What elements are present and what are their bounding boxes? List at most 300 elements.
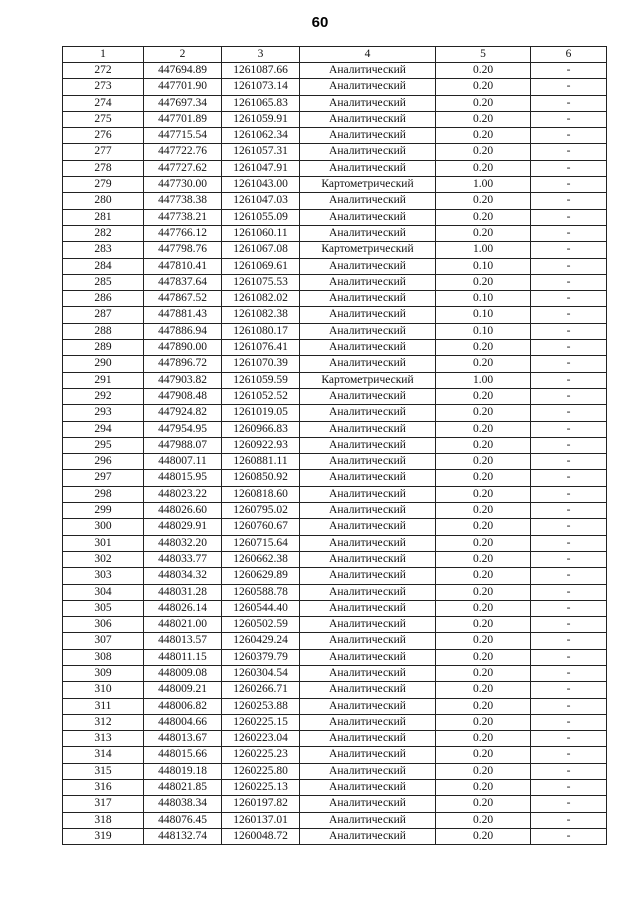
cell-method: Аналитический [300, 111, 436, 127]
page-number: 60 [311, 14, 329, 31]
table-row [63, 812, 607, 828]
cell-coordinate-x: 447903.82 [144, 372, 222, 388]
table-row [63, 633, 607, 649]
cell-coordinate-y: 1260629.89 [222, 568, 300, 584]
cell-accuracy: 0.20 [436, 682, 531, 698]
cell-accuracy: 0.20 [436, 388, 531, 404]
column-header-5: 5 [436, 47, 531, 63]
cell-point-number: 313 [63, 731, 144, 747]
cell-point-number: 305 [63, 600, 144, 616]
cell-note: - [531, 242, 607, 258]
cell-accuracy: 0.20 [436, 584, 531, 600]
cell-coordinate-y: 1261069.61 [222, 258, 300, 274]
cell-coordinate-y: 1260544.40 [222, 600, 300, 616]
cell-note: - [531, 796, 607, 812]
cell-coordinate-x: 448033.77 [144, 551, 222, 567]
table-row [63, 731, 607, 747]
cell-accuracy: 0.20 [436, 95, 531, 111]
cell-note: - [531, 551, 607, 567]
cell-accuracy: 1.00 [436, 177, 531, 193]
cell-note: - [531, 633, 607, 649]
cell-accuracy: 1.00 [436, 242, 531, 258]
cell-accuracy: 0.20 [436, 405, 531, 421]
cell-point-number: 300 [63, 519, 144, 535]
cell-coordinate-y: 1260266.71 [222, 682, 300, 698]
cell-method: Аналитический [300, 307, 436, 323]
cell-coordinate-x: 447837.64 [144, 274, 222, 290]
cell-coordinate-y: 1260966.83 [222, 421, 300, 437]
cell-point-number: 287 [63, 307, 144, 323]
cell-coordinate-x: 448015.66 [144, 747, 222, 763]
cell-coordinate-x: 447798.76 [144, 242, 222, 258]
cell-method: Аналитический [300, 600, 436, 616]
table-row [63, 568, 607, 584]
cell-coordinate-x: 447701.89 [144, 111, 222, 127]
cell-method: Аналитический [300, 128, 436, 144]
table-row [63, 340, 607, 356]
cell-coordinate-y: 1261019.05 [222, 405, 300, 421]
cell-accuracy: 0.20 [436, 356, 531, 372]
cell-note: - [531, 258, 607, 274]
cell-note: - [531, 454, 607, 470]
table-row [63, 421, 607, 437]
cell-coordinate-x: 447766.12 [144, 225, 222, 241]
cell-point-number: 290 [63, 356, 144, 372]
cell-coordinate-x: 448009.08 [144, 665, 222, 681]
cell-method: Аналитический [300, 470, 436, 486]
cell-method: Аналитический [300, 356, 436, 372]
table-row [63, 584, 607, 600]
cell-coordinate-y: 1261067.08 [222, 242, 300, 258]
cell-point-number: 296 [63, 454, 144, 470]
cell-point-number: 310 [63, 682, 144, 698]
cell-accuracy: 0.20 [436, 503, 531, 519]
cell-point-number: 311 [63, 698, 144, 714]
cell-coordinate-x: 448031.28 [144, 584, 222, 600]
cell-note: - [531, 95, 607, 111]
cell-method: Аналитический [300, 649, 436, 665]
cell-note: - [531, 665, 607, 681]
cell-method: Аналитический [300, 454, 436, 470]
cell-coordinate-y: 1261080.17 [222, 323, 300, 339]
cell-accuracy: 0.10 [436, 323, 531, 339]
cell-accuracy: 0.20 [436, 763, 531, 779]
cell-point-number: 288 [63, 323, 144, 339]
cell-coordinate-y: 1261057.31 [222, 144, 300, 160]
cell-point-number: 291 [63, 372, 144, 388]
cell-coordinate-x: 447890.00 [144, 340, 222, 356]
cell-note: - [531, 535, 607, 551]
table-row [63, 79, 607, 95]
table-row [63, 698, 607, 714]
cell-point-number: 298 [63, 486, 144, 502]
cell-method: Аналитический [300, 144, 436, 160]
table-row [63, 274, 607, 290]
cell-point-number: 317 [63, 796, 144, 812]
cell-coordinate-x: 447908.48 [144, 388, 222, 404]
cell-coordinate-y: 1260818.60 [222, 486, 300, 502]
cell-coordinate-x: 447701.90 [144, 79, 222, 95]
cell-coordinate-x: 448013.57 [144, 633, 222, 649]
cell-accuracy: 0.20 [436, 193, 531, 209]
cell-point-number: 294 [63, 421, 144, 437]
cell-accuracy: 0.20 [436, 698, 531, 714]
cell-point-number: 276 [63, 128, 144, 144]
cell-note: - [531, 470, 607, 486]
cell-point-number: 306 [63, 617, 144, 633]
cell-note: - [531, 291, 607, 307]
cell-coordinate-y: 1261082.02 [222, 291, 300, 307]
table-row [63, 454, 607, 470]
cell-point-number: 301 [63, 535, 144, 551]
cell-note: - [531, 323, 607, 339]
table-row [63, 307, 607, 323]
table-row [63, 372, 607, 388]
cell-method: Аналитический [300, 568, 436, 584]
cell-note: - [531, 421, 607, 437]
cell-point-number: 275 [63, 111, 144, 127]
table-row [63, 617, 607, 633]
cell-note: - [531, 486, 607, 502]
cell-point-number: 293 [63, 405, 144, 421]
cell-accuracy: 0.20 [436, 714, 531, 730]
cell-coordinate-y: 1260137.01 [222, 812, 300, 828]
cell-coordinate-x: 448021.85 [144, 780, 222, 796]
cell-coordinate-x: 447810.41 [144, 258, 222, 274]
cell-coordinate-x: 448023.22 [144, 486, 222, 502]
cell-point-number: 292 [63, 388, 144, 404]
cell-accuracy: 0.20 [436, 225, 531, 241]
cell-note: - [531, 225, 607, 241]
cell-point-number: 309 [63, 665, 144, 681]
cell-coordinate-x: 447896.72 [144, 356, 222, 372]
cell-point-number: 277 [63, 144, 144, 160]
cell-coordinate-x: 447881.43 [144, 307, 222, 323]
table-row [63, 405, 607, 421]
cell-note: - [531, 617, 607, 633]
cell-coordinate-y: 1260922.93 [222, 437, 300, 453]
column-header-2: 2 [144, 47, 222, 63]
cell-accuracy: 0.20 [436, 617, 531, 633]
cell-coordinate-y: 1260048.72 [222, 828, 300, 844]
cell-coordinate-x: 448013.67 [144, 731, 222, 747]
cell-coordinate-x: 447954.95 [144, 421, 222, 437]
table-row [63, 551, 607, 567]
cell-coordinate-x: 448034.32 [144, 568, 222, 584]
cell-coordinate-x: 448029.91 [144, 519, 222, 535]
cell-accuracy: 0.20 [436, 649, 531, 665]
cell-coordinate-y: 1260253.88 [222, 698, 300, 714]
cell-accuracy: 0.20 [436, 828, 531, 844]
cell-note: - [531, 828, 607, 844]
cell-coordinate-y: 1261073.14 [222, 79, 300, 95]
table-row [63, 503, 607, 519]
cell-coordinate-y: 1261075.53 [222, 274, 300, 290]
cell-method: Аналитический [300, 323, 436, 339]
cell-accuracy: 0.20 [436, 63, 531, 79]
cell-method: Аналитический [300, 698, 436, 714]
cell-coordinate-x: 447697.34 [144, 95, 222, 111]
cell-point-number: 297 [63, 470, 144, 486]
cell-accuracy: 0.20 [436, 470, 531, 486]
cell-method: Аналитический [300, 617, 436, 633]
cell-coordinate-x: 448019.18 [144, 763, 222, 779]
table-row [63, 258, 607, 274]
cell-coordinate-y: 1260223.04 [222, 731, 300, 747]
cell-accuracy: 0.20 [436, 340, 531, 356]
cell-point-number: 273 [63, 79, 144, 95]
cell-method: Картометрический [300, 177, 436, 193]
cell-method: Картометрический [300, 242, 436, 258]
cell-note: - [531, 79, 607, 95]
cell-coordinate-x: 447727.62 [144, 160, 222, 176]
cell-point-number: 303 [63, 568, 144, 584]
cell-coordinate-y: 1260225.15 [222, 714, 300, 730]
cell-accuracy: 0.20 [436, 128, 531, 144]
cell-coordinate-x: 448015.95 [144, 470, 222, 486]
cell-method: Аналитический [300, 160, 436, 176]
cell-coordinate-x: 448021.00 [144, 617, 222, 633]
cell-accuracy: 0.20 [436, 437, 531, 453]
cell-accuracy: 0.20 [436, 665, 531, 681]
table-row [63, 242, 607, 258]
cell-method: Аналитический [300, 388, 436, 404]
cell-accuracy: 0.20 [436, 209, 531, 225]
cell-coordinate-y: 1261065.83 [222, 95, 300, 111]
cell-accuracy: 0.20 [436, 79, 531, 95]
cell-accuracy: 0.20 [436, 535, 531, 551]
table-row [63, 356, 607, 372]
table-body [63, 63, 607, 845]
cell-coordinate-y: 1261059.91 [222, 111, 300, 127]
cell-method: Аналитический [300, 225, 436, 241]
cell-note: - [531, 128, 607, 144]
table-header [63, 47, 607, 63]
cell-point-number: 279 [63, 177, 144, 193]
table-row [63, 63, 607, 79]
cell-coordinate-y: 1260795.02 [222, 503, 300, 519]
cell-accuracy: 0.20 [436, 731, 531, 747]
table-row [63, 225, 607, 241]
cell-note: - [531, 274, 607, 290]
cell-note: - [531, 372, 607, 388]
cell-accuracy: 0.10 [436, 307, 531, 323]
cell-coordinate-x: 447730.00 [144, 177, 222, 193]
cell-accuracy: 0.20 [436, 796, 531, 812]
cell-note: - [531, 160, 607, 176]
table-row [63, 682, 607, 698]
cell-point-number: 314 [63, 747, 144, 763]
cell-point-number: 299 [63, 503, 144, 519]
cell-coordinate-x: 447722.76 [144, 144, 222, 160]
cell-accuracy: 0.20 [436, 111, 531, 127]
cell-point-number: 283 [63, 242, 144, 258]
cell-coordinate-y: 1261059.59 [222, 372, 300, 388]
column-header-3: 3 [222, 47, 300, 63]
cell-note: - [531, 568, 607, 584]
cell-coordinate-y: 1260881.11 [222, 454, 300, 470]
cell-note: - [531, 340, 607, 356]
cell-coordinate-x: 448026.60 [144, 503, 222, 519]
cell-note: - [531, 698, 607, 714]
cell-coordinate-y: 1260304.54 [222, 665, 300, 681]
cell-coordinate-y: 1260502.59 [222, 617, 300, 633]
cell-accuracy: 0.20 [436, 780, 531, 796]
cell-note: - [531, 731, 607, 747]
cell-method: Аналитический [300, 503, 436, 519]
cell-coordinate-y: 1260850.92 [222, 470, 300, 486]
cell-note: - [531, 503, 607, 519]
cell-note: - [531, 193, 607, 209]
cell-point-number: 307 [63, 633, 144, 649]
cell-coordinate-x: 448004.66 [144, 714, 222, 730]
cell-coordinate-y: 1261087.66 [222, 63, 300, 79]
cell-method: Аналитический [300, 437, 436, 453]
cell-accuracy: 0.20 [436, 600, 531, 616]
cell-point-number: 304 [63, 584, 144, 600]
cell-point-number: 295 [63, 437, 144, 453]
cell-note: - [531, 356, 607, 372]
cell-coordinate-x: 447738.38 [144, 193, 222, 209]
cell-coordinate-y: 1261047.03 [222, 193, 300, 209]
cell-coordinate-y: 1261070.39 [222, 356, 300, 372]
cell-coordinate-y: 1261076.41 [222, 340, 300, 356]
table-row [63, 95, 607, 111]
column-header-4: 4 [300, 47, 436, 63]
cell-point-number: 315 [63, 763, 144, 779]
table-row [63, 144, 607, 160]
cell-method: Аналитический [300, 421, 436, 437]
cell-method: Аналитический [300, 747, 436, 763]
cell-method: Аналитический [300, 291, 436, 307]
cell-coordinate-y: 1261043.00 [222, 177, 300, 193]
cell-accuracy: 0.20 [436, 747, 531, 763]
table-row [63, 649, 607, 665]
cell-coordinate-y: 1260760.67 [222, 519, 300, 535]
cell-method: Аналитический [300, 193, 436, 209]
cell-point-number: 272 [63, 63, 144, 79]
cell-method: Аналитический [300, 519, 436, 535]
cell-point-number: 312 [63, 714, 144, 730]
cell-coordinate-x: 447694.89 [144, 63, 222, 79]
cell-note: - [531, 63, 607, 79]
cell-note: - [531, 747, 607, 763]
cell-coordinate-x: 447867.52 [144, 291, 222, 307]
table-row [63, 388, 607, 404]
coordinates-table [62, 46, 607, 845]
cell-method: Аналитический [300, 79, 436, 95]
cell-coordinate-y: 1260225.80 [222, 763, 300, 779]
table-row [63, 780, 607, 796]
cell-method: Аналитический [300, 665, 436, 681]
cell-method: Аналитический [300, 633, 436, 649]
table-row [63, 747, 607, 763]
cell-method: Аналитический [300, 551, 436, 567]
cell-note: - [531, 177, 607, 193]
cell-point-number: 278 [63, 160, 144, 176]
cell-note: - [531, 519, 607, 535]
cell-coordinate-x: 447715.54 [144, 128, 222, 144]
cell-point-number: 319 [63, 828, 144, 844]
cell-coordinate-y: 1261052.52 [222, 388, 300, 404]
cell-note: - [531, 209, 607, 225]
cell-method: Аналитический [300, 584, 436, 600]
cell-method: Аналитический [300, 405, 436, 421]
cell-note: - [531, 812, 607, 828]
cell-method: Аналитический [300, 682, 436, 698]
cell-method: Аналитический [300, 63, 436, 79]
cell-point-number: 285 [63, 274, 144, 290]
cell-point-number: 308 [63, 649, 144, 665]
cell-coordinate-x: 448038.34 [144, 796, 222, 812]
cell-note: - [531, 649, 607, 665]
cell-point-number: 318 [63, 812, 144, 828]
cell-note: - [531, 437, 607, 453]
table-row [63, 193, 607, 209]
table-row [63, 714, 607, 730]
header-row [63, 47, 607, 63]
cell-note: - [531, 682, 607, 698]
table-row [63, 323, 607, 339]
table-row [63, 763, 607, 779]
cell-accuracy: 0.20 [436, 812, 531, 828]
table-row [63, 128, 607, 144]
cell-coordinate-x: 448007.11 [144, 454, 222, 470]
cell-coordinate-x: 448011.15 [144, 649, 222, 665]
cell-point-number: 280 [63, 193, 144, 209]
table-row [63, 796, 607, 812]
cell-accuracy: 0.20 [436, 486, 531, 502]
cell-method: Картометрический [300, 372, 436, 388]
cell-coordinate-y: 1261082.38 [222, 307, 300, 323]
table-row [63, 177, 607, 193]
cell-method: Аналитический [300, 780, 436, 796]
table-row [63, 470, 607, 486]
cell-point-number: 316 [63, 780, 144, 796]
cell-note: - [531, 763, 607, 779]
cell-accuracy: 0.20 [436, 421, 531, 437]
cell-method: Аналитический [300, 796, 436, 812]
cell-accuracy: 0.20 [436, 568, 531, 584]
cell-method: Аналитический [300, 209, 436, 225]
cell-note: - [531, 144, 607, 160]
cell-note: - [531, 600, 607, 616]
cell-accuracy: 0.20 [436, 274, 531, 290]
table-row [63, 437, 607, 453]
table-row [63, 486, 607, 502]
cell-coordinate-y: 1261062.34 [222, 128, 300, 144]
cell-accuracy: 0.20 [436, 633, 531, 649]
cell-method: Аналитический [300, 828, 436, 844]
cell-coordinate-x: 447738.21 [144, 209, 222, 225]
cell-note: - [531, 714, 607, 730]
cell-coordinate-y: 1261055.09 [222, 209, 300, 225]
cell-method: Аналитический [300, 763, 436, 779]
cell-accuracy: 0.20 [436, 144, 531, 160]
cell-coordinate-y: 1260225.13 [222, 780, 300, 796]
cell-accuracy: 0.10 [436, 258, 531, 274]
cell-method: Аналитический [300, 535, 436, 551]
cell-accuracy: 0.10 [436, 291, 531, 307]
table-row [63, 535, 607, 551]
cell-coordinate-x: 447886.94 [144, 323, 222, 339]
cell-note: - [531, 388, 607, 404]
cell-accuracy: 0.20 [436, 454, 531, 470]
cell-method: Аналитический [300, 258, 436, 274]
cell-coordinate-x: 448009.21 [144, 682, 222, 698]
table-row [63, 160, 607, 176]
cell-method: Аналитический [300, 486, 436, 502]
